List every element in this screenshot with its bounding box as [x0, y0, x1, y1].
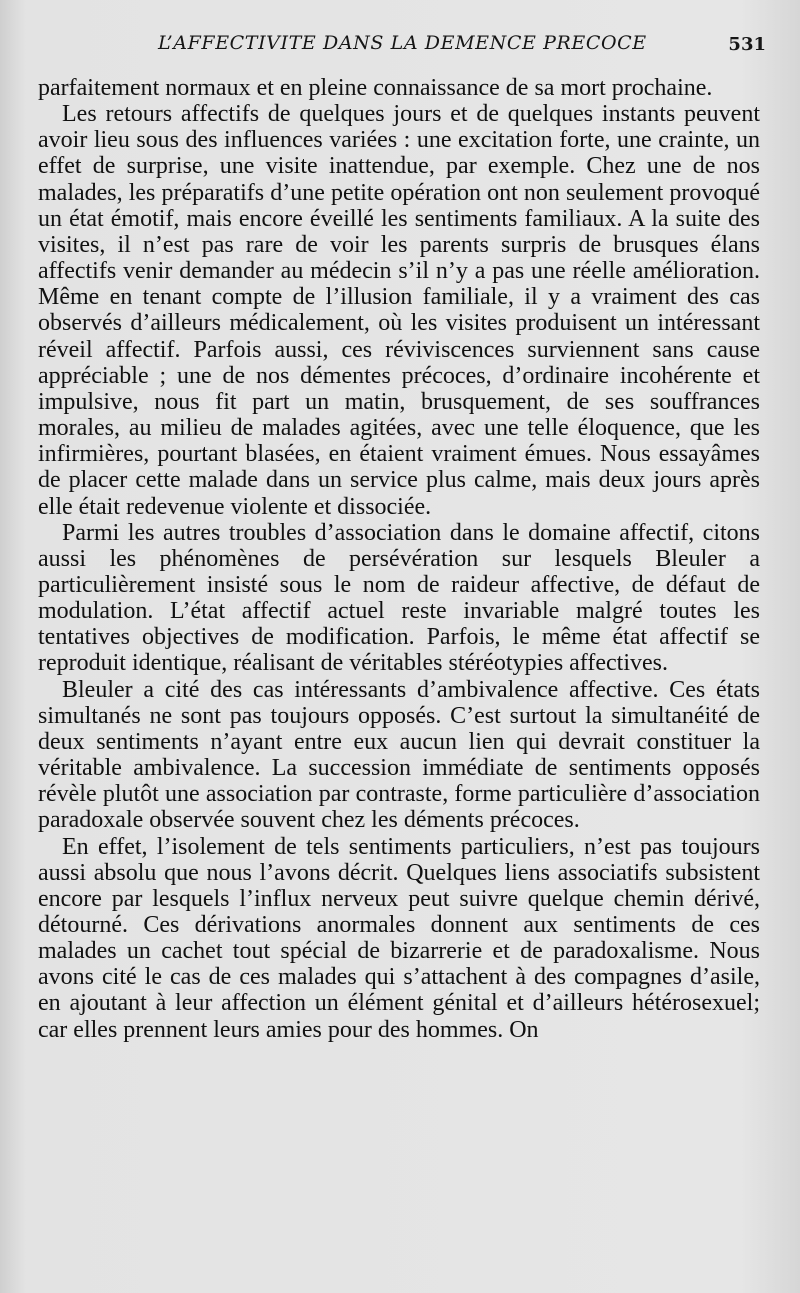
running-title: L’AFFECTIVITE DANS LA DEMENCE PRECOCE	[158, 32, 647, 54]
paragraph-3: Parmi les autres troubles d’association dans le domaine affectif, citons aussi les phénomènes de persévération sur lesquels Bleuler a particulièrement insisté sous le nom de raideur affective, de défaut de modulation. L’état affectif actuel reste invariable malgré toutes les tentatives objectives de modification. Parfois, le même état affectif se reproduit identique, réalisant de véritables stéréotypies affectives.	[38, 519, 760, 677]
paragraph-4: Bleuler a cité des cas intéressants d’ambivalence affective. Ces états simultanés ne sont pas toujours opposés. C’est surtout la simultanéité de deux sentiments n’ayant entre eux aucun lien qui devrait constituer la véritable ambivalence. La succession immédiate de sentiments opposés révèle plutôt une association par contraste, forme particulière d’association paradoxale observée souvent chez les déments précoces.	[38, 676, 760, 834]
paragraph-5: En effet, l’isolement de tels sentiments particuliers, n’est pas toujours aussi absolu que nous l’avons décrit. Quelques liens associatifs subsistent encore par lesquels l’influx nerveux peut suivre quelque chemin dérivé, détourné. Ces dérivations anormales donnent aux sentiments de ces malades un cachet tout spécial de bizarrerie et de paradoxalisme. Nous avons cité le cas de ces malades qui s’attachent à des compagnes d’asile, en ajoutant à leur affection un élément génital et d’ailleurs hétérosexuel; car elles prennent leurs amies pour des hommes. On	[38, 833, 760, 1043]
paragraph-1: parfaitement normaux et en pleine connaissance de sa mort prochaine.	[38, 75, 713, 101]
running-head	[38, 30, 766, 60]
body-text	[38, 75, 760, 1043]
paragraph-2: Les retours affectifs de quelques jours et de quelques instants peuvent avoir lieu sous des influences variées : une excitation forte, une crainte, un effet de surprise, une visite inattendue, par exemple. Chez une de nos malades, les préparatifs d’une petite opération ont non seulement provoqué un état émotif, mais encore éveillé les sentiments familiaux. A la suite des visites, il n’est pas rare de voir les parents surpris de brusques élans affectifs venir demander au médecin s’il n’y a pas une réelle amélioration. Même en tenant compte de l’illusion familiale, il y a vraiment des cas observés d’ailleurs médicalement, où les visites produisent un intéressant réveil affectif. Parfois aussi, ces réviviscences surviennent sans cause appréciable ; une de nos démentes précoces, d’ordinaire incohérente et impulsive, nous fit part un matin, brusquement, de ses souffrances morales, au milieu de malades agitées, avec une telle éloquence, que les infirmières, pourtant blasées, en étaient vraiment émues. Nous essayâmes de placer cette malade dans un service plus calme, mais deux jours après elle était redevenue violente et dissociée.	[38, 101, 760, 520]
page-number: 531	[728, 34, 766, 55]
